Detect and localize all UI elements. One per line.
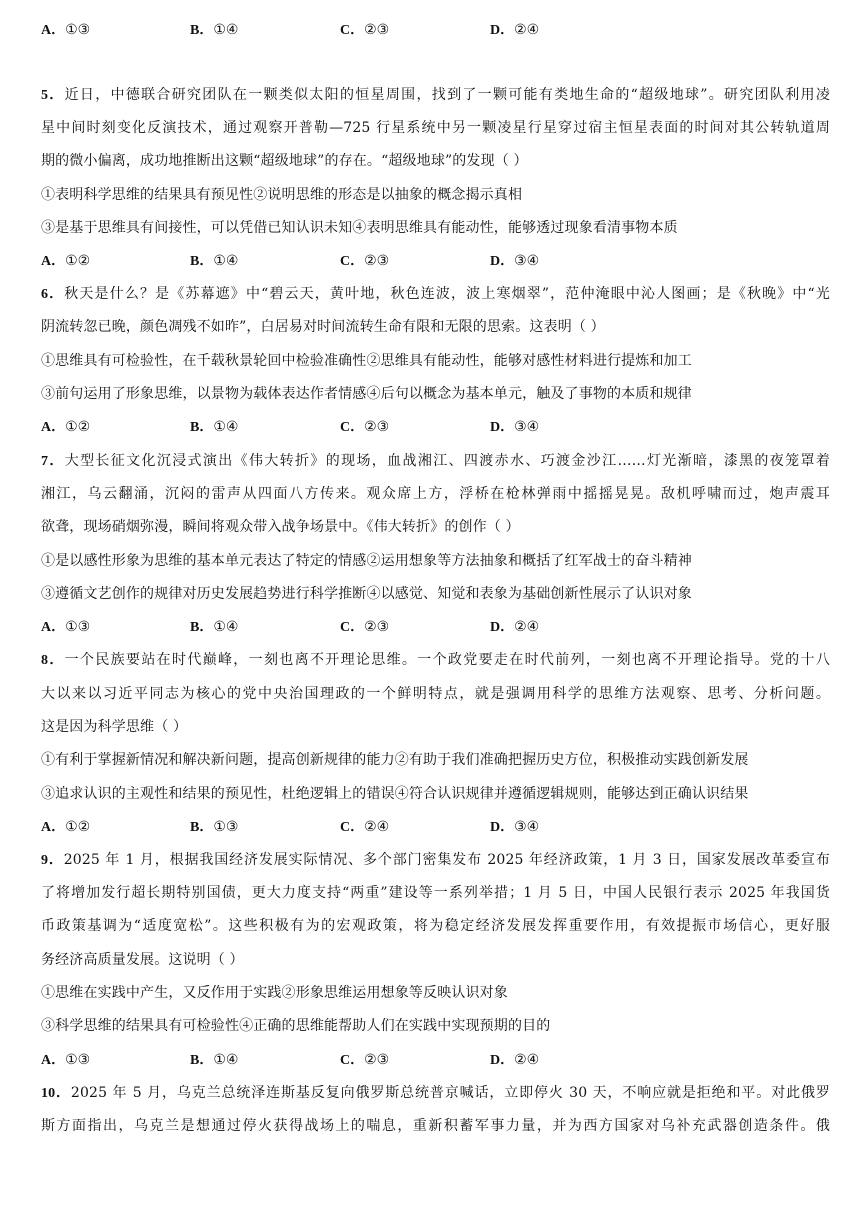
- q7-option-d[interactable]: D．②④: [490, 619, 540, 635]
- q7-option-b[interactable]: B．①④: [190, 619, 239, 635]
- q10-stem-line-1: 10．2025 年 5 月，乌克兰总统泽连斯基反复向俄罗斯总统普京喊话，立即停火 30 天，不响应就是拒绝和平。对此俄罗: [41, 1085, 830, 1101]
- q5-option-b[interactable]: B．①④: [190, 253, 239, 269]
- q5-statements-1: ①表明科学思维的结果具有预见性②说明思维的形态是以抽象的概念揭示真相: [41, 187, 523, 203]
- q5-option-a[interactable]: A．①②: [41, 253, 91, 269]
- q8-option-b[interactable]: B．①③: [190, 819, 239, 835]
- q5-stem-line-2: 星中间时刻变化反演技术，通过观察开普勒—725 行星系统中另一颗凌星行星穿过宿主恒星表面的时间对其公转轨道周: [41, 120, 830, 136]
- q6-stem-line-1: 6．秋天是什么？是《苏幕遮》中“碧云天，黄叶地，秋色连波，波上寒烟翠”，范仲淹眼中沁人图画；是《秋晚》中“光: [41, 286, 830, 302]
- q5-option-d[interactable]: D．③④: [490, 253, 540, 269]
- q5-option-c[interactable]: C．②③: [340, 253, 390, 269]
- q7-stem-line-3: 欲聋，现场硝烟弥漫，瞬间将观众带入战争场景中。《伟大转折》的创作（ ）: [41, 519, 520, 535]
- q7-stem-line-1: 7．大型长征文化沉浸式演出《伟大转折》的现场，血战湘江、四渡赤水、巧渡金沙江……灯光渐暗，漆黑的夜笼罩着: [41, 453, 830, 469]
- q8-option-c[interactable]: C．②④: [340, 819, 390, 835]
- q6-stem-line-2: 阴流转忽已晚，颜色凋残不如昨”，白居易对时间流转生命有限和无限的思索。这表明（ ）: [41, 319, 605, 335]
- q8-options: [41, 817, 821, 837]
- q8-option-a[interactable]: A．①②: [41, 819, 91, 835]
- q6-option-a[interactable]: A．①②: [41, 419, 91, 435]
- q6-option-b[interactable]: B．①④: [190, 419, 239, 435]
- q6-number: 6．: [41, 287, 65, 302]
- q5-stem-line-1: 5．近日，中德联合研究团队在一颗类似太阳的恒星周围，找到了一颗可能有类地生命的“超级地球”。研究团队利用凌: [41, 87, 830, 103]
- q7-statements-1: ①是以感性形象为思维的基本单元表达了特定的情感②运用想象等方法抽象和概括了红军战士的奋斗精神: [41, 553, 692, 569]
- q7-option-c[interactable]: C．②③: [340, 619, 390, 635]
- q9-option-c[interactable]: C．②③: [340, 1052, 390, 1068]
- q8-stem-line-1: 8．一个民族要站在时代巅峰，一刻也离不开理论思维。一个政党要走在时代前列，一刻也离不开理论指导。党的十八: [41, 652, 830, 668]
- q8-stem-line-3: 这是因为科学思维（ ）: [41, 719, 188, 735]
- q6-option-d[interactable]: D．③④: [490, 419, 540, 435]
- q6-options: [41, 417, 821, 437]
- q9-option-b[interactable]: B．①④: [190, 1052, 239, 1068]
- q10-number: 10．: [41, 1086, 71, 1101]
- q6-statements-2: ③前句运用了形象思维，以景物为载体表达作者情感④后句以概念为基本单元，触及了事物的本质和规律: [41, 386, 692, 402]
- q6-option-c[interactable]: C．②③: [340, 419, 390, 435]
- q9-option-d[interactable]: D．②④: [490, 1052, 540, 1068]
- q9-option-a[interactable]: A．①③: [41, 1052, 91, 1068]
- q9-stem-line-3: 币政策基调为“适度宽松”。这些积极有为的宏观政策，将为稳定经济发展发挥重要作用，有效提振市场信心，更好服: [41, 918, 830, 934]
- q8-statements-1: ①有利于掌握新情况和解决新问题，提高创新规律的能力②有助于我们准确把握历史方位，积极推动实践创新发展: [41, 752, 749, 768]
- q4-option-c[interactable]: C．②③: [340, 22, 390, 38]
- q8-stem-line-2: 大以来以习近平同志为核心的党中央治国理政的一个鲜明特点，就是强调用科学的思维方法观察、思考、分析问题。: [41, 686, 830, 702]
- q7-option-a[interactable]: A．①③: [41, 619, 91, 635]
- q4-options: [41, 20, 821, 40]
- q9-number: 9．: [41, 853, 64, 868]
- q8-statements-2: ③追求认识的主观性和结果的预见性，杜绝逻辑上的错误④符合认识规律并遵循逻辑规则，能够达到正确认识结果: [41, 786, 749, 802]
- q9-statements-2: ③科学思维的结果具有可检验性④正确的思维能帮助人们在实践中实现预期的目的: [41, 1018, 551, 1034]
- q5-options: [41, 251, 821, 271]
- q9-stem-line-1: 9．2025 年 1 月，根据我国经济发展实际情况、多个部门密集发布 2025 年经济政策，1 月 3 日，国家发展改革委宣布: [41, 852, 830, 868]
- q8-option-d[interactable]: D．③④: [490, 819, 540, 835]
- q5-statements-2: ③是基于思维具有间接性，可以凭借已知认识未知④表明思维具有能动性，能够透过现象看清事物本质: [41, 220, 678, 236]
- q9-options: [41, 1050, 821, 1070]
- q5-number: 5．: [41, 88, 65, 103]
- q7-number: 7．: [41, 454, 65, 469]
- q8-number: 8．: [41, 653, 65, 668]
- q4-option-b[interactable]: B．①④: [190, 22, 239, 38]
- q7-stem-line-2: 湘江，乌云翻涌，沉闷的雷声从四面八方传来。观众席上方，浮桥在枪林弹雨中摇摇晃晃。敌机呼啸而过，炮声震耳: [41, 486, 830, 502]
- q6-statements-1: ①思维具有可检验性，在千载秋景轮回中检验准确性②思维具有能动性，能够对感性材料进行提炼和加工: [41, 353, 692, 369]
- q7-options: [41, 617, 821, 637]
- q4-option-d[interactable]: D．②④: [490, 22, 540, 38]
- q4-option-a[interactable]: A．①③: [41, 22, 91, 38]
- q9-statements-1: ①思维在实践中产生，又反作用于实践②形象思维运用想象等反映认识对象: [41, 985, 508, 1001]
- q9-stem-line-4: 务经济高质量发展。这说明（ ）: [41, 952, 244, 968]
- q7-statements-2: ③遵循文艺创作的规律对历史发展趋势进行科学推断④以感觉、知觉和表象为基础创新性展示了认识对象: [41, 586, 692, 602]
- q10-stem-line-2: 斯方面指出，乌克兰是想通过停火获得战场上的喘息，重新积蓄军事力量，并为西方国家对乌补充武器创造条件。俄: [41, 1118, 830, 1134]
- q9-stem-line-2: 了将增加发行超长期特别国债，更大力度支持“两重”建设等一系列举措；1 月 5 日，中国人民银行表示 2025 年我国货: [41, 885, 830, 901]
- q5-stem-line-3: 期的微小偏离，成功地推断出这颗“超级地球”的存在。“超级地球”的发现（ ）: [41, 153, 528, 169]
